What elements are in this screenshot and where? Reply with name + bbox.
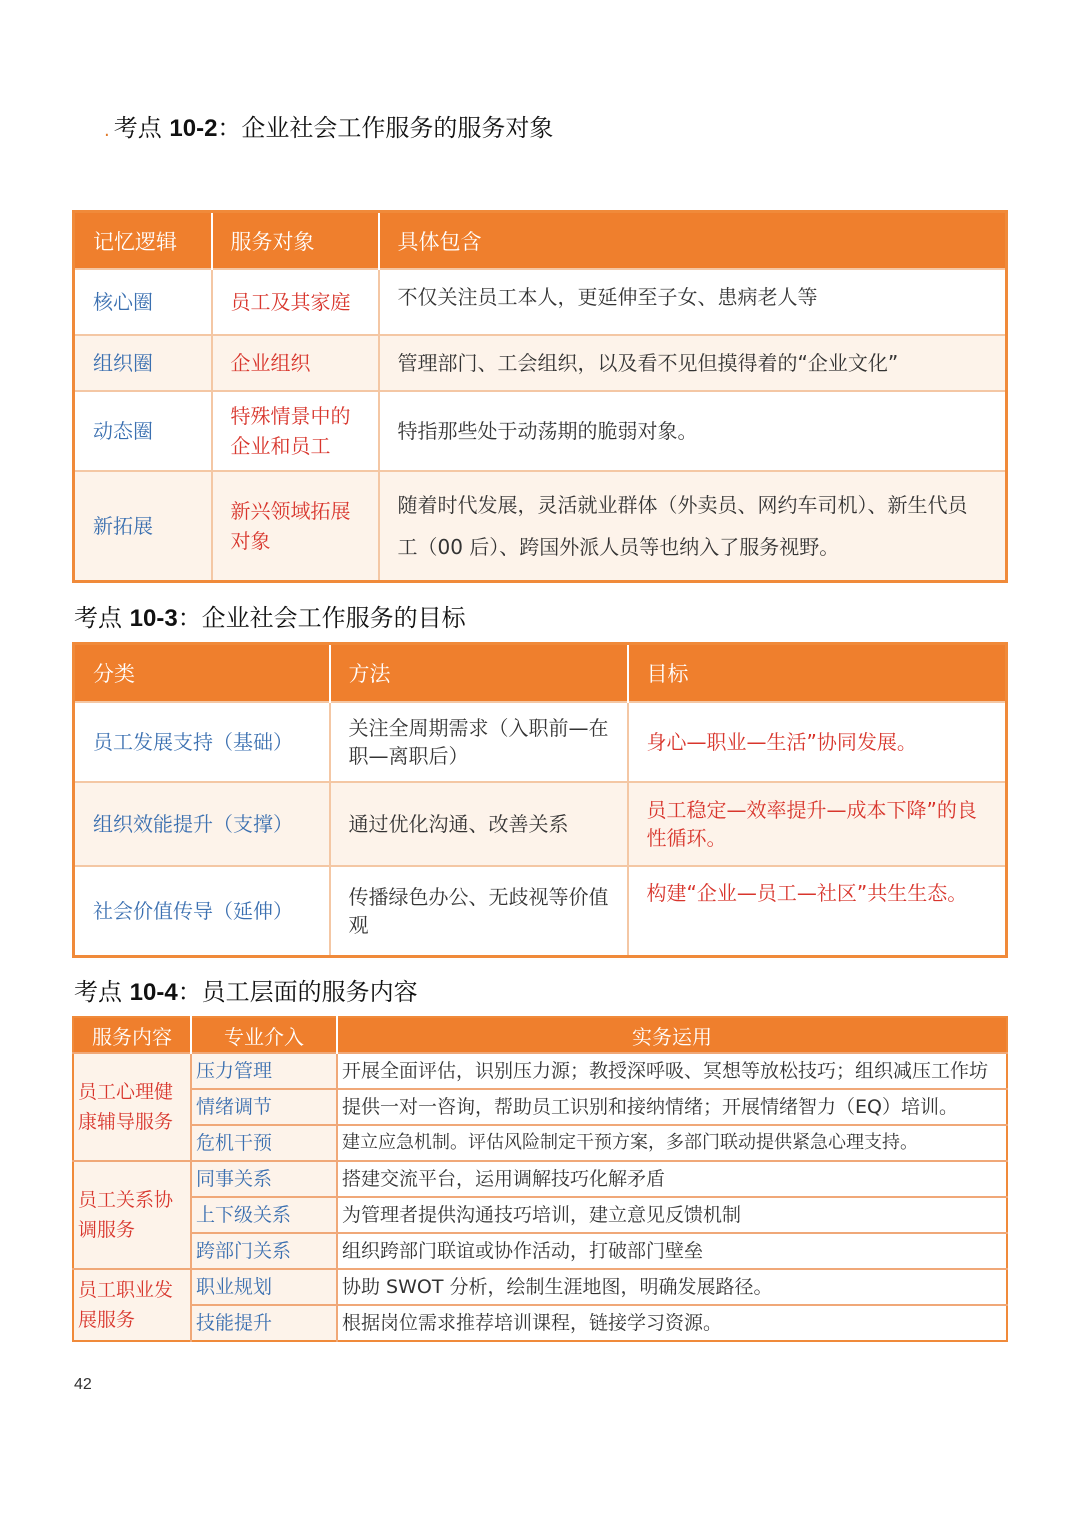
cell-logic: 核心圈 [74, 269, 212, 335]
col-header-detail: 具体包含 [379, 212, 1007, 270]
cell-category: 社会价值传导（延伸） [74, 866, 330, 956]
bullet-dot: . [104, 120, 110, 141]
table-row [74, 866, 1007, 956]
table-header-row [73, 1017, 1007, 1053]
service-goal-table [72, 642, 1008, 958]
page-number: 42 [74, 1376, 92, 1393]
cell-group: 员工职业发展服务 [73, 1269, 191, 1341]
col-header-goal: 目标 [628, 644, 1007, 703]
heading-prefix: 考点 [74, 978, 130, 1006]
table-row [74, 471, 1007, 581]
col-header-category: 分类 [74, 644, 330, 703]
table-header-row [74, 212, 1007, 270]
table-row [74, 269, 1007, 335]
cell-target: 特殊情景中的企业和员工 [212, 391, 379, 471]
cell-detail: 不仅关注员工本人，更延伸至子女、患病老人等 [379, 269, 1007, 335]
cell-tech: 职业规划 [191, 1269, 337, 1305]
heading-number: 10-3 [129, 605, 178, 632]
cell-goal: 构建“企业—员工—社区”共生生态。 [628, 866, 1007, 956]
heading-prefix: 考点 [113, 114, 170, 142]
cell-use: 为管理者提供沟通技巧培训，建立意见反馈机制 [337, 1197, 1007, 1233]
table-row [74, 782, 1007, 866]
cell-tech: 危机干预 [191, 1125, 337, 1161]
cell-use: 提供一对一咨询，帮助员工识别和接纳情绪；开展情绪智力（EQ）培训。 [337, 1089, 1007, 1125]
cell-group: 员工心理健康辅导服务 [73, 1053, 191, 1161]
table-row [74, 335, 1007, 391]
cell-logic: 动态圈 [74, 391, 212, 471]
section1-heading [104, 108, 553, 143]
col-header-content: 服务内容 [73, 1017, 191, 1053]
heading-text: ：员工层面的服务内容 [177, 978, 418, 1006]
cell-target: 新兴领域拓展对象 [212, 471, 379, 581]
cell-goal: 身心—职业—生活”协同发展。 [628, 702, 1007, 782]
col-header-method: 方法 [330, 644, 628, 703]
cell-goal: 员工稳定—效率提升—成本下降”的良性循环。 [628, 782, 1007, 866]
col-header-intervention: 专业介入 [191, 1017, 337, 1053]
table-row [73, 1089, 1007, 1125]
cell-use: 协助 SWOT 分析，绘制生涯地图，明确发展路径。 [337, 1269, 1007, 1305]
table-row [73, 1161, 1007, 1197]
heading-text: ：企业社会工作服务的服务对象 [217, 114, 554, 142]
col-header-logic: 记忆逻辑 [74, 212, 212, 270]
section3-heading [74, 972, 418, 1007]
cell-detail: 随着时代发展，灵活就业群体（外卖员、网约车司机）、新生代员工（00 后）、跨国外派人员等也纳入了服务视野。 [379, 471, 1007, 581]
heading-prefix: 考点 [74, 604, 130, 632]
cell-method: 关注全周期需求（入职前—在职—离职后） [330, 702, 628, 782]
cell-target: 员工及其家庭 [212, 269, 379, 335]
cell-use: 根据岗位需求推荐培训课程，链接学习资源。 [337, 1305, 1007, 1341]
service-target-table [72, 210, 1008, 583]
cell-use: 搭建交流平台，运用调解技巧化解矛盾 [337, 1161, 1007, 1197]
table-row [73, 1269, 1007, 1305]
col-header-practice: 实务运用 [337, 1017, 1007, 1053]
cell-category: 组织效能提升（支撑） [74, 782, 330, 866]
cell-group: 员工关系协调服务 [73, 1161, 191, 1269]
table-row [73, 1053, 1007, 1089]
cell-logic: 新拓展 [74, 471, 212, 581]
cell-detail: 特指那些处于动荡期的脆弱对象。 [379, 391, 1007, 471]
heading-text: ：企业社会工作服务的目标 [177, 604, 466, 632]
cell-tech: 技能提升 [191, 1305, 337, 1341]
cell-tech: 同事关系 [191, 1161, 337, 1197]
table-row [73, 1233, 1007, 1269]
col-header-target: 服务对象 [212, 212, 379, 270]
section2-heading [74, 598, 466, 633]
cell-detail: 管理部门、工会组织，以及看不见但摸得着的“企业文化” [379, 335, 1007, 391]
heading-number: 10-4 [129, 979, 178, 1006]
cell-use: 建立应急机制。评估风险制定干预方案，多部门联动提供紧急心理支持。 [337, 1125, 1007, 1161]
cell-method: 传播绿色办公、无歧视等价值观 [330, 866, 628, 956]
cell-target: 企业组织 [212, 335, 379, 391]
table-row [73, 1197, 1007, 1233]
employee-service-table [72, 1016, 1008, 1342]
table-row [73, 1125, 1007, 1161]
cell-method: 通过优化沟通、改善关系 [330, 782, 628, 866]
cell-tech: 跨部门关系 [191, 1233, 337, 1269]
cell-use: 开展全面评估，识别压力源；教授深呼吸、冥想等放松技巧；组织减压工作坊 [337, 1053, 1007, 1089]
cell-tech: 情绪调节 [191, 1089, 337, 1125]
table-row [74, 702, 1007, 782]
cell-tech: 压力管理 [191, 1053, 337, 1089]
table-row [73, 1305, 1007, 1341]
table-row [74, 391, 1007, 471]
heading-number: 10-2 [169, 115, 218, 142]
cell-logic: 组织圈 [74, 335, 212, 391]
cell-category: 员工发展支持（基础） [74, 702, 330, 782]
cell-use: 组织跨部门联谊或协作活动，打破部门壁垒 [337, 1233, 1007, 1269]
cell-tech: 上下级关系 [191, 1197, 337, 1233]
table-header-row [74, 644, 1007, 703]
